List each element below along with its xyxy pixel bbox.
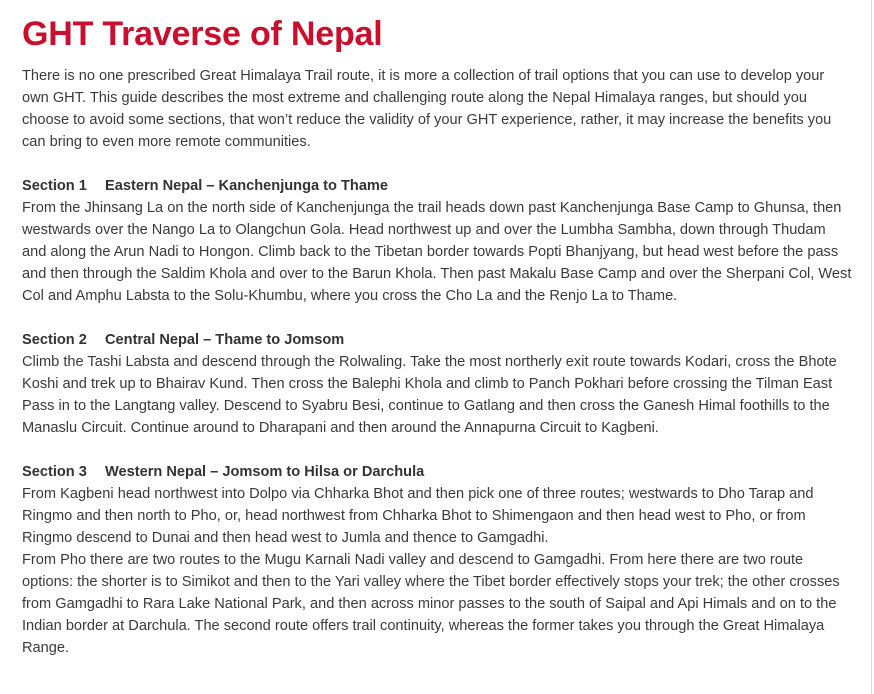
- section-2: [22, 329, 852, 439]
- section-number: Section 2: [22, 332, 87, 348]
- section-3: [22, 461, 852, 659]
- section-title: Eastern Nepal – Kanchenjunga to Thame: [105, 178, 389, 194]
- section-paragraph: From Pho there are two routes to the Mugu Karnali Nadi valley and descend to Gamgadhi. From here there are two route options: the shorter is to Simikot and then to the Yari valley where the Tibet border effectively stops your trek; the other crosses from Gamgadhi to Rara Lake National Park, and then across minor passes to the south of Saipal and Api Himals and on to the Indian border at Darchula. The second route offers trail continuity, whereas the former takes you through the Great Himalaya Range.: [22, 552, 840, 656]
- section-1: [22, 175, 852, 307]
- section-number: Section 3: [22, 464, 87, 480]
- section-paragraph: Climb the Tashi Labsta and descend through the Rolwaling. Take the most northerly exit route towards Kodari, cross the Bhote Koshi and trek up to Bhairav Kund. Then cross the Balephi Khola and climb to Panch Pokhari before crossing the Tilman East Pass in to the Langtang valley. Descend to Syabru Besi, continue to Gatlang and then cross the Ganesh Himal foothills to the Manaslu Circuit. Continue around to Dharapani and then around the Annapurna Circuit to Kagbeni.: [22, 354, 837, 436]
- section-title: Western Nepal – Jomsom to Hilsa or Darchula: [105, 464, 425, 480]
- page-right-border: [871, 0, 872, 694]
- section-paragraph: From the Jhinsang La on the north side of Kanchenjunga the trail heads down past Kanchenjunga Base Camp to Ghunsa, then westwards over the Nango La to Olangchun Gola. Head northwest up and over the Lumbha Sambha, down through Thudam and along the Arun Nadi to Hongon. Climb back to the Tibetan border towards Popti Bhanjyang, but head west before the pass and then through the Saldim Khola and over to the Barun Khola. Then past Makalu Base Camp and over the Sherpani Col, West Col and Amphu Labsta to the Solu-Khumbu, where you cross the Cho La and the Renjo La to Thame.: [22, 200, 852, 304]
- section-paragraph: From Kagbeni head northwest into Dolpo via Chharka Bhot and then pick one of three routes; westwards to Dho Tarap and Ringmo and then north to Pho, or, head northwest from Chharka Bhot to Shimengaon and then head west to Pho, or from Ringmo descend to Dunai and then head west to Jumla and thence to Gamgadhi.: [22, 486, 814, 546]
- section-heading: [22, 329, 852, 351]
- article: [22, 0, 852, 659]
- page-title: GHT Traverse of Nepal: [22, 15, 383, 53]
- intro-paragraph: There is no one prescribed Great Himalaya Trail route, it is more a collection of trail options that you can use to develop your own GHT. This guide describes the most extreme and challenging route along the Nepal Himalaya ranges, but should you choose to avoid some sections, that won’t reduce the validity of your GHT experience, rather, it may increase the benefits you can bring to even more remote communities.: [22, 68, 832, 150]
- section-title: Central Nepal – Thame to Jomsom: [105, 332, 345, 348]
- section-heading: [22, 175, 852, 197]
- section-number: Section 1: [22, 178, 87, 194]
- section-heading: [22, 461, 852, 483]
